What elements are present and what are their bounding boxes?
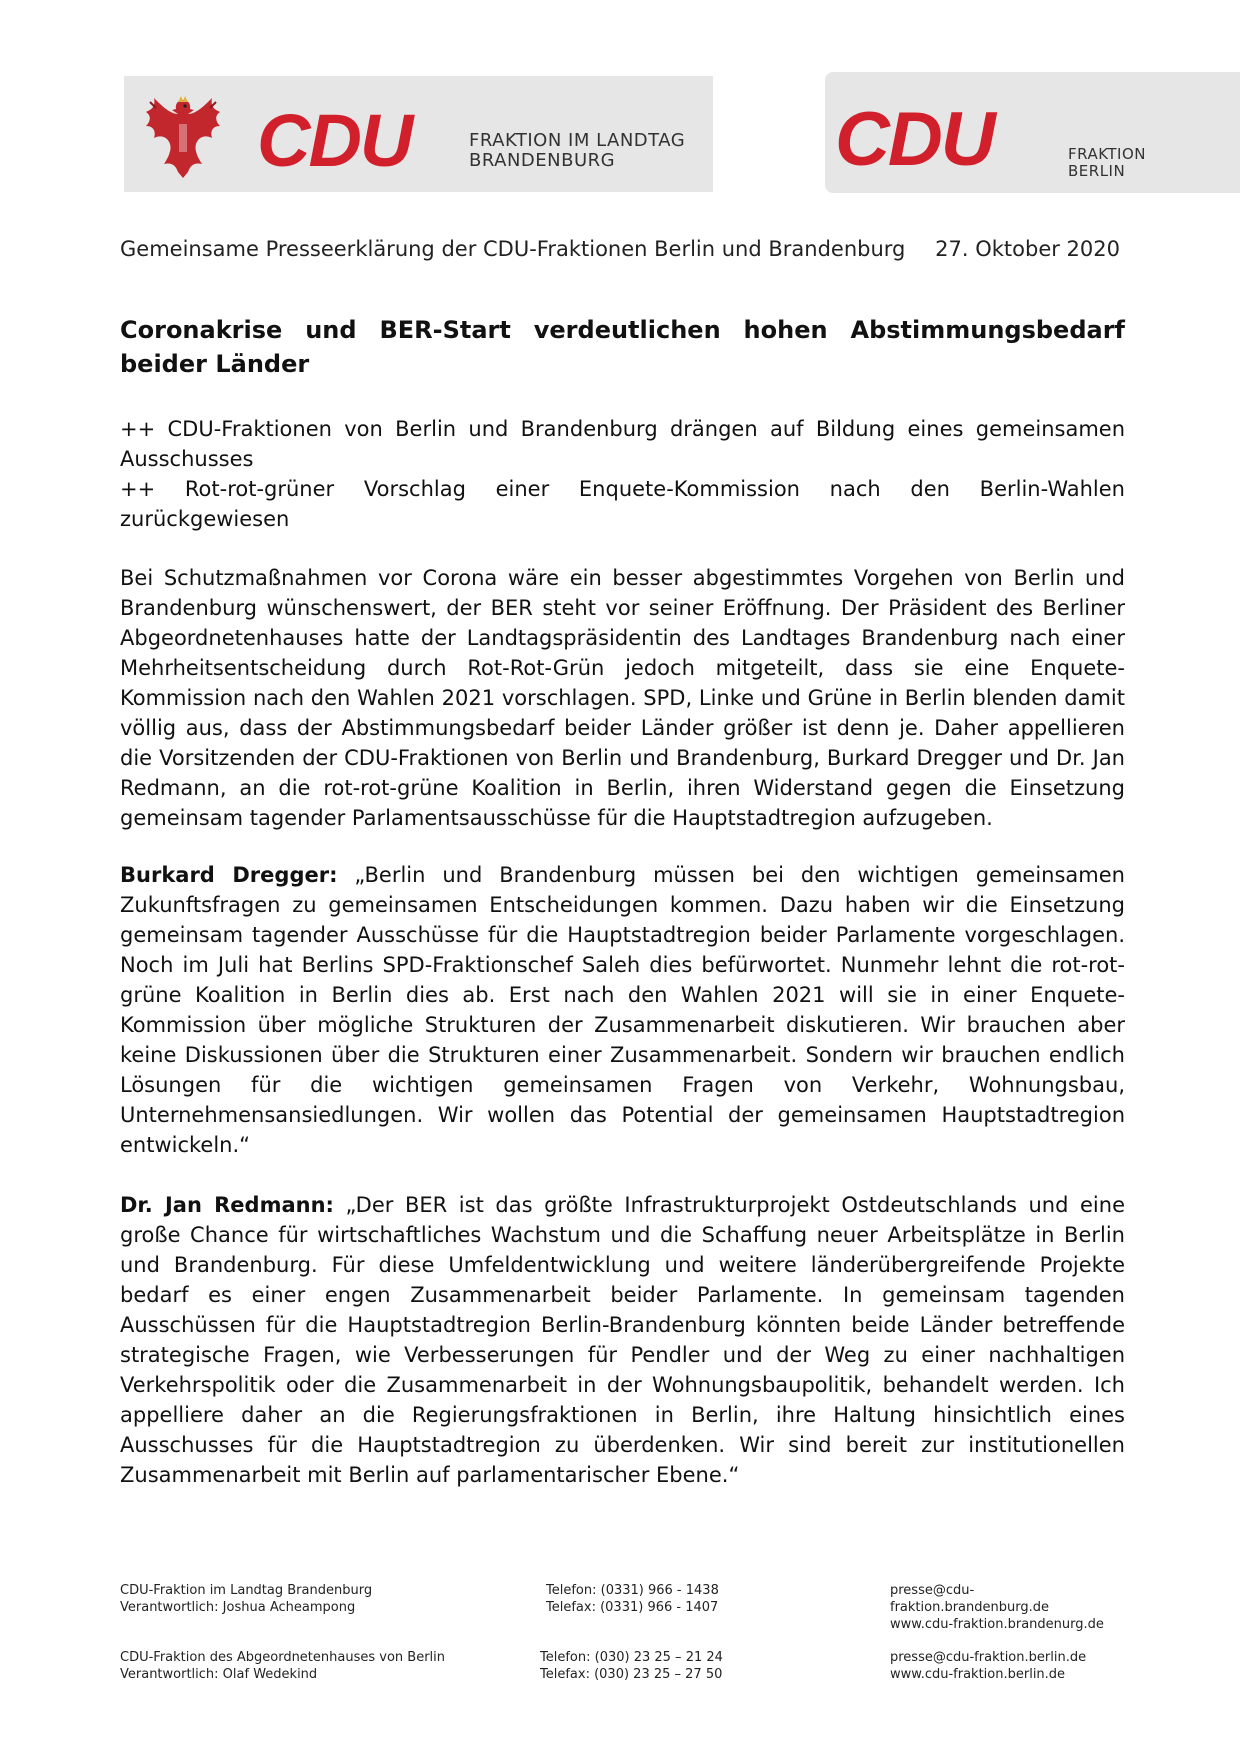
footer-responsible: Verantwortlich: Olaf Wedekind xyxy=(120,1667,318,1682)
logo-subtitle xyxy=(469,131,685,171)
quote-text: „Berlin und Brandenburg müssen bei den wichtigen gemeinsamen Zukunftsfragen zu gemeinsamen Entscheidungen kommen. Dazu haben wir die Einsetzung gemeinsam tagender Ausschüsse für die Hauptstadtregion beider Parlamente vorgeschlagen. Noch im Juli hat Berlins SPD-Fraktionschef Saleh dies befürwortet. Nunmehr lehnt die rot-rot-grüne Koalition in Berlin dies ab. Erst nach den Wahlen 2021 will sie in einer Enquete-Kommission über mögliche Strukturen der Zusammenarbeit diskutieren. Wir brauchen aber keine Diskussionen über die Strukturen einer Zusammenarbeit. Sondern wir brauchen endlich Lösungen für die wichtigen gemeinsamen Fragen von Verkehr, Wohnungsbau, Unternehmensansiedlungen. Wir wollen das Potential der gemeinsamen Hauptstadtregion entwickeln.“ xyxy=(120,863,1125,1157)
headline: Coronakrise und BER-Start verdeutlichen hohen Abstimmungsbedarf beider Länder xyxy=(120,316,1125,378)
brandenburg-eagle-icon xyxy=(142,92,224,178)
logo-subtitle-line: BERLIN xyxy=(1068,161,1126,180)
press-header xyxy=(120,237,1120,261)
logo-subtitle-line: FRAKTION IM LANDTAG xyxy=(469,130,686,151)
logo-cdu-berlin xyxy=(825,72,1240,193)
summary-bullets xyxy=(120,414,1125,534)
cdu-wordmark: CDU xyxy=(257,99,412,182)
logo-cdu-brandenburg xyxy=(124,76,713,192)
press-label: Gemeinsame Presseerklärung der CDU-Fraktionen Berlin und Brandenburg xyxy=(120,237,906,261)
footer-web: www.cdu-fraktion.brandenurg.de xyxy=(890,1617,1104,1632)
logo-subtitle xyxy=(1068,146,1146,180)
footer-fax: Telefax: (030) 23 25 – 27 50 xyxy=(540,1667,723,1682)
footer-phone: Telefon: (030) 23 25 – 21 24 xyxy=(540,1650,723,1665)
intro-paragraph xyxy=(120,563,1125,833)
logo-subtitle-line: FRAKTION xyxy=(1068,145,1146,163)
logo-subtitle-line: BRANDENBURG xyxy=(469,150,616,172)
footer-org: CDU-Fraktion des Abgeordnetenhauses von Berlin xyxy=(120,1650,446,1665)
footer-org: CDU-Fraktion im Landtag Brandenburg xyxy=(120,1583,373,1598)
footer-phone: Telefon: (0331) 966 - 1438 xyxy=(546,1583,719,1598)
dregger-paragraph xyxy=(120,860,1125,1160)
footer-responsible: Verantwortlich: Joshua Acheampong xyxy=(120,1600,356,1615)
redmann-paragraph xyxy=(120,1190,1125,1490)
footer-email: presse@cdu-fraktion.berlin.de xyxy=(890,1650,1087,1665)
speaker-name: Burkard Dregger: xyxy=(120,863,338,887)
bullet-item: ++ CDU-Fraktionen von Berlin und Brandenburg drängen auf Bildung eines gemeinsamen Ausschusses xyxy=(120,417,1125,471)
footer-email: presse@cdu-fraktion.brandenburg.de xyxy=(890,1583,1049,1615)
quote-text: „Der BER ist das größte Infrastrukturprojekt Ostdeutschlands und eine große Chance für wirtschaftliches Wachstum und die Schaffung neuer Arbeitsplätze in Berlin und Brandenburg. Für diese Umfeldentwicklung und weitere länderübergreifende Projekte bedarf es einer engen Zusammenarbeit beider Parlamente. In gemeinsam tagenden Ausschüssen für die Hauptstadtregion Berlin-Brandenburg könnten beide Länder betreffende strategische Fragen, wie Verbesserungen für Pendler und der Weg zu einer nachhaltigen Verkehrspolitik oder die Zusammenarbeit in der Wohnungsbaupolitik, behandelt werden. Ich appelliere daher an die Regierungsfraktionen in Berlin, ihre Haltung hinsichtlich eines Ausschusses für die Hauptstadtregion zu überdenken. Wir sind bereit zur institutionellen Zusammenarbeit mit Berlin auf parlamentarischer Ebene.“ xyxy=(120,1193,1126,1487)
speaker-name: Dr. Jan Redmann: xyxy=(120,1193,334,1217)
press-date: 27. Oktober 2020 xyxy=(935,237,1120,261)
intro-text: Bei Schutzmaßnahmen vor Corona wäre ein besser abgestimmtes Vorgehen von Berlin und Brandenburg wünschenswert, der BER steht vor seiner Eröffnung. Der Präsident des Berliner Abgeordnetenhauses hatte der Landtagspräsidentin des Landtages Brandenburg nach einer Mehrheitsentscheidung durch Rot-Rot-Grün jedoch mitgeteilt, dass sie eine Enquete-Kommission nach den Wahlen 2021 vorschlagen. SPD, Linke und Grüne in Berlin blenden damit völlig aus, dass der Abstimmungsbedarf beider Länder größer ist denn je. Daher appellieren die Vorsitzenden der CDU-Fraktionen von Berlin und Brandenburg, Burkard Dregger und Dr. Jan Redmann, an die rot-rot-grüne Koalition in Berlin, ihren Widerstand gegen die Einsetzung gemeinsam tagender Parlamentsausschüsse für die Hauptstadtregion aufzugeben. xyxy=(120,566,1125,830)
cdu-wordmark: CDU xyxy=(835,97,994,182)
bullet-item: ++ Rot-rot-grüner Vorschlag einer Enquete-Kommission nach den Berlin-Wahlen zurückgewiesen xyxy=(120,477,1125,531)
footer-fax: Telefax: (0331) 966 - 1407 xyxy=(546,1600,719,1615)
footer-web: www.cdu-fraktion.berlin.de xyxy=(890,1667,1066,1682)
